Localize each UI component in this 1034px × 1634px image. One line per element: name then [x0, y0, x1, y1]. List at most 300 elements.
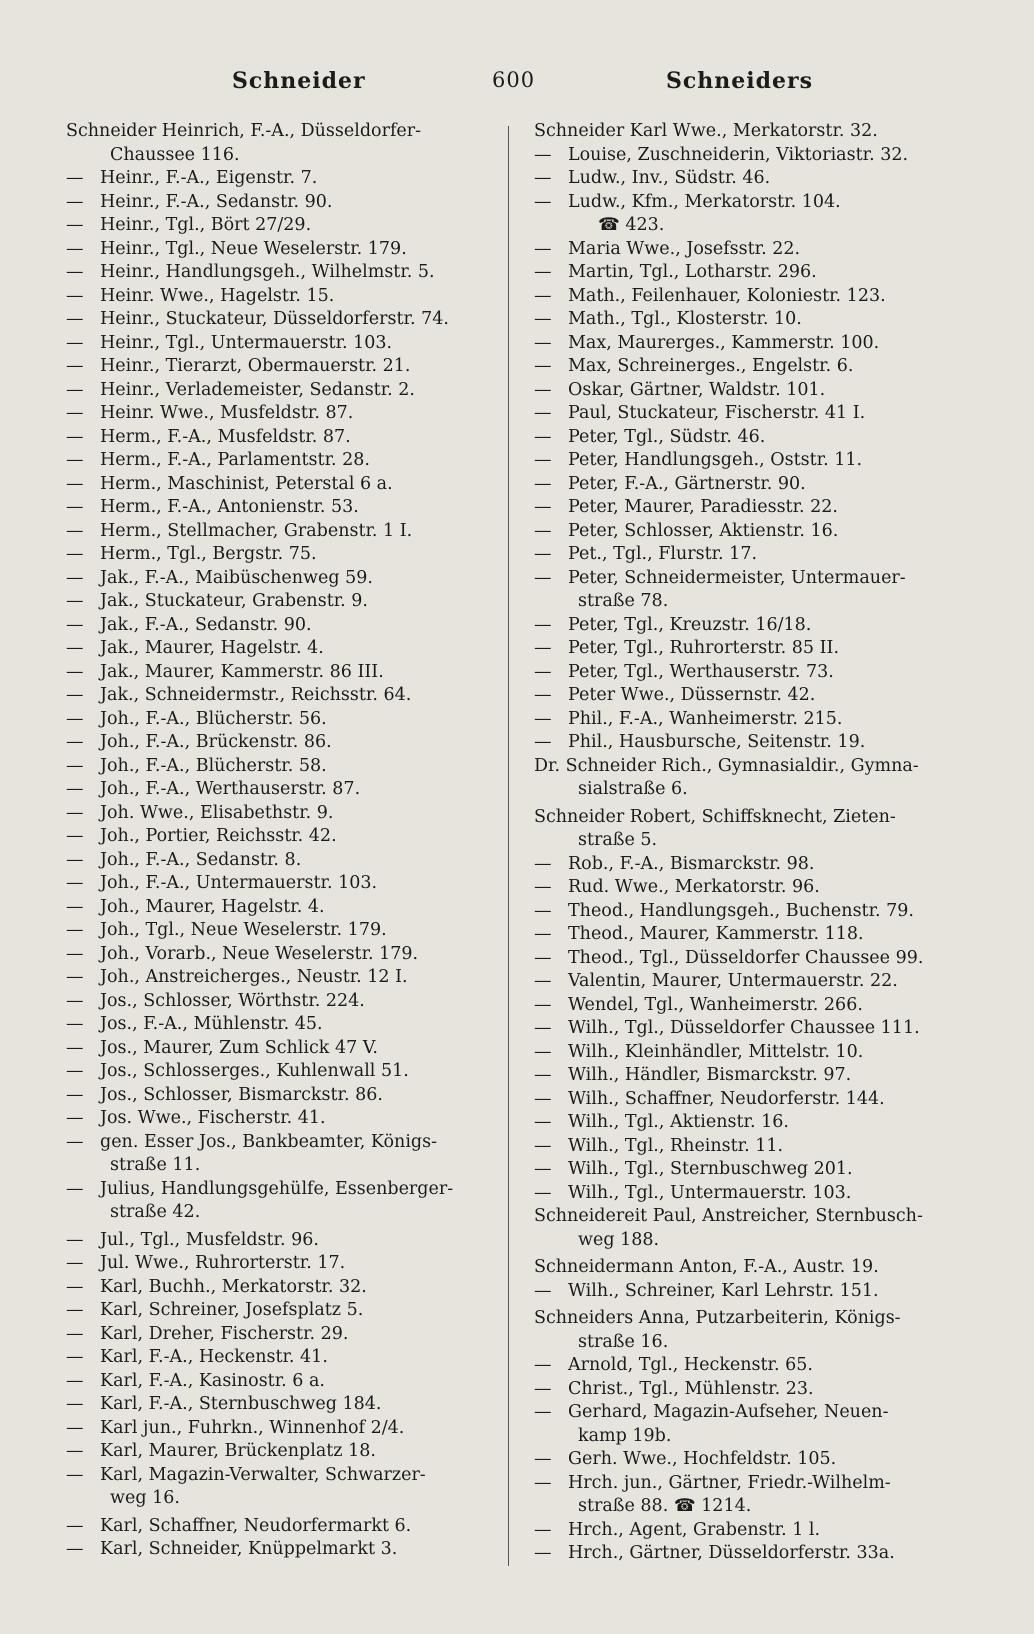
entry-text: Heinr., Handlungsgeh., Wilhelmstr. 5. — [100, 262, 435, 282]
ditto-dash: — — [534, 1402, 552, 1422]
entry-text: Martin, Tgl., Lotharstr. 296. — [568, 262, 817, 282]
entry-text: Oskar, Gärtner, Waldstr. 101. — [568, 379, 826, 400]
directory-entry — [534, 520, 989, 544]
directory-entry — [534, 1088, 989, 1112]
ditto-dash: — — [66, 591, 84, 611]
directory-entry — [66, 1393, 521, 1417]
entry-text: gen. Esser Jos., Bankbeamter, Königs- — [100, 1131, 438, 1152]
ditto-dash: — — [66, 473, 84, 494]
directory-entry — [534, 614, 989, 638]
entry-continuation: straße 88. ☎ 1214. — [578, 1496, 752, 1516]
entry-text: Peter, Tgl., Südstr. 46. — [568, 426, 766, 447]
entry-text: Wilh., Tgl., Sternbuschweg 201. — [568, 1159, 853, 1179]
directory-entry — [534, 1448, 989, 1472]
directory-entry — [66, 355, 521, 379]
entry-text: Karl, F.-A., Kasinostr. 6 a. — [100, 1370, 325, 1391]
ditto-dash: — — [534, 238, 552, 259]
ditto-dash: — — [534, 994, 552, 1015]
ditto-dash: — — [66, 1394, 84, 1414]
entry-continuation: straße 78. — [578, 591, 669, 611]
directory-entry — [534, 1280, 989, 1304]
entry-text: Jul., Tgl., Musfeldstr. 96. — [100, 1229, 319, 1250]
directory-entry — [534, 496, 989, 520]
directory-entry — [534, 1205, 989, 1252]
entry-text: Arnold, Tgl., Heckenstr. 65. — [568, 1355, 813, 1375]
entry-text: Jak., Maurer, Hagelstr. 4. — [100, 638, 324, 658]
entry-text: Karl, Magazin-Verwalter, Schwarzer- — [100, 1464, 426, 1485]
entry-text: Joh., F.-A., Brückenstr. 86. — [100, 732, 332, 752]
directory-entry — [534, 543, 989, 567]
entry-text: Joh., F.-A., Untermauerstr. 103. — [100, 873, 378, 893]
ditto-dash: — — [66, 943, 84, 964]
directory-entry — [66, 637, 521, 661]
entry-text: Heinr., Verlademeister, Sedanstr. 2. — [100, 379, 415, 400]
ditto-dash: — — [66, 732, 84, 752]
entry-text: Max, Schreinerges., Engelstr. 6. — [568, 356, 854, 376]
ditto-dash: — — [534, 614, 552, 635]
directory-entry — [66, 1252, 521, 1276]
directory-entry — [534, 731, 989, 755]
entry-text: Paul, Stuckateur, Fischerstr. 41 I. — [568, 403, 866, 423]
ditto-dash: — — [534, 708, 552, 729]
ditto-dash: — — [534, 1280, 552, 1301]
ditto-dash: — — [534, 473, 552, 494]
ditto-dash: — — [66, 1108, 84, 1128]
ditto-dash: — — [66, 1515, 84, 1536]
directory-entry — [66, 943, 521, 967]
ditto-dash: — — [534, 1135, 552, 1156]
ditto-dash: — — [66, 1037, 84, 1058]
entry-text: Heinr., Tgl., Untermauerstr. 103. — [100, 332, 393, 353]
directory-entry — [534, 1307, 989, 1354]
column-divider — [508, 126, 509, 1566]
directory-entry — [534, 426, 989, 450]
ditto-dash: — — [66, 1276, 84, 1297]
directory-entry — [534, 355, 989, 379]
directory-entry — [534, 285, 989, 309]
ditto-dash: — — [534, 1159, 552, 1179]
entry-text: Schneider Karl Wwe., Merkatorstr. 32. — [534, 121, 878, 141]
ditto-dash: — — [66, 1178, 84, 1199]
directory-entry — [534, 379, 989, 403]
directory-entry — [534, 661, 989, 685]
ditto-dash: — — [66, 1370, 84, 1391]
ditto-dash: — — [534, 947, 552, 968]
left-column — [66, 120, 521, 1562]
entry-text: Wilh., Tgl., Untermauerstr. 103. — [568, 1182, 852, 1203]
ditto-dash: — — [534, 497, 552, 517]
directory-entry — [66, 1464, 521, 1511]
ditto-dash: — — [534, 1449, 552, 1469]
entry-text: Jos., Maurer, Zum Schlick 47 V. — [100, 1037, 378, 1058]
ditto-dash: — — [534, 1088, 552, 1109]
entry-text: Herm., Tgl., Bergstr. 75. — [100, 544, 317, 564]
entry-continuation: kamp 19b. — [578, 1425, 672, 1446]
directory-entry — [66, 285, 521, 309]
ditto-dash: — — [534, 356, 552, 376]
ditto-dash: — — [534, 191, 552, 212]
directory-entry — [534, 947, 989, 971]
directory-entry — [534, 755, 989, 802]
entry-text: Theod., Handlungsgeh., Buchenstr. 79. — [568, 900, 914, 921]
entry-text: Karl, Maurer, Brückenplatz 18. — [100, 1441, 376, 1461]
directory-entry — [66, 426, 521, 450]
directory-entry — [66, 1013, 521, 1037]
entry-text: Wilh., Tgl., Düsseldorfer Chaussee 111. — [568, 1018, 920, 1038]
entry-text: Heinr., F.-A., Eigenstr. 7. — [100, 168, 318, 188]
directory-entry — [534, 876, 989, 900]
entry-text: Karl jun., Fuhrkn., Winnenhof 2/4. — [100, 1417, 405, 1438]
directory-entry — [534, 1401, 989, 1448]
entry-text: Peter, Tgl., Werthauserstr. 73. — [568, 661, 834, 682]
directory-entry — [534, 191, 989, 215]
directory-entry — [534, 1182, 989, 1206]
directory-entry — [534, 900, 989, 924]
entry-text: Wilh., Händler, Bismarckstr. 97. — [568, 1065, 852, 1085]
entry-text: Jos., F.-A., Mühlenstr. 45. — [100, 1014, 323, 1034]
directory-entry — [66, 402, 521, 426]
directory-entry — [534, 238, 989, 262]
entry-text: Joh., Vorarb., Neue Weselerstr. 179. — [100, 943, 419, 964]
directory-entry — [534, 261, 989, 285]
entry-continuation: straße 5. — [578, 830, 658, 850]
entry-text: Joh., Maurer, Hagelstr. 4. — [100, 896, 325, 917]
ditto-dash: — — [534, 262, 552, 282]
entry-continuation: sialstraße 6. — [578, 779, 688, 799]
entry-text: Peter, Tgl., Kreuzstr. 16/18. — [568, 614, 812, 635]
directory-entry — [534, 402, 989, 426]
entry-continuation: straße 11. — [110, 1155, 201, 1175]
ditto-dash: — — [66, 1539, 84, 1559]
directory-entry — [66, 1440, 521, 1464]
ditto-dash: — — [534, 1519, 552, 1540]
entry-text: Max, Maurerges., Kammerstr. 100. — [568, 332, 880, 353]
directory-entry — [66, 614, 521, 638]
entry-text: Herm., Maschinist, Peterstal 6 a. — [100, 473, 393, 494]
ditto-dash: — — [534, 144, 552, 165]
ditto-dash: — — [66, 873, 84, 893]
entry-text: Schneidereit Paul, Anstreicher, Sternbusch- — [534, 1206, 923, 1226]
directory-entry — [534, 1256, 989, 1280]
ditto-dash: — — [66, 1084, 84, 1105]
ditto-dash: — — [534, 853, 552, 874]
entry-text: Maria Wwe., Josefsstr. 22. — [568, 238, 801, 259]
entry-continuation: weg 188. — [578, 1229, 660, 1250]
directory-entry — [534, 970, 989, 994]
entry-text: Karl, Schneider, Knüppelmarkt 3. — [100, 1539, 398, 1559]
entry-text: Karl, F.-A., Sternbuschweg 184. — [100, 1394, 382, 1414]
directory-entry — [66, 1107, 521, 1131]
entry-text: Jak., F.-A., Sedanstr. 90. — [100, 614, 312, 635]
entry-continuation: Chaussee 116. — [110, 144, 240, 165]
entry-text: Peter, Tgl., Ruhrorterstr. 85 II. — [568, 638, 840, 658]
directory-entry — [534, 1472, 989, 1519]
ditto-dash: — — [66, 215, 84, 235]
entry-continuation: straße 42. — [110, 1202, 201, 1222]
entry-text: Wilh., Tgl., Rheinstr. 11. — [568, 1135, 784, 1156]
ditto-dash: — — [534, 1041, 552, 1062]
entry-text: Jak., Stuckateur, Grabenstr. 9. — [100, 591, 368, 611]
entry-text: Schneider Robert, Schiffsknecht, Zieten- — [534, 806, 896, 827]
entry-text: Phil., Hausbursche, Seitenstr. 19. — [568, 732, 866, 752]
directory-entry — [66, 802, 521, 826]
entry-text: Herm., F.-A., Musfeldstr. 87. — [100, 426, 351, 447]
ditto-dash: — — [534, 971, 552, 991]
directory-entry — [66, 473, 521, 497]
ditto-dash: — — [66, 1253, 84, 1273]
entry-text: Gerh. Wwe., Hochfeldstr. 105. — [568, 1449, 837, 1469]
ditto-dash: — — [66, 285, 84, 306]
ditto-dash: — — [534, 379, 552, 400]
ditto-dash: — — [66, 708, 84, 729]
entry-text: Heinr., Tgl., Neue Weselerstr. 179. — [100, 238, 407, 259]
entry-text: Hrch. jun., Gärtner, Friedr.-Wilhelm- — [568, 1472, 891, 1493]
ditto-dash: — — [534, 1182, 552, 1203]
directory-entry — [66, 896, 521, 920]
entry-text: Wilh., Tgl., Aktienstr. 16. — [568, 1112, 789, 1132]
directory-entry — [66, 1178, 521, 1225]
ditto-dash: — — [534, 1018, 552, 1038]
directory-entry — [66, 590, 521, 614]
entry-text: Hrch., Gärtner, Düsseldorferstr. 33a. — [568, 1543, 895, 1563]
ditto-dash: — — [534, 1378, 552, 1399]
entry-text: ☎ 423. — [598, 215, 665, 235]
ditto-dash: — — [66, 1441, 84, 1461]
ditto-dash: — — [534, 924, 552, 944]
directory-entry — [66, 661, 521, 685]
ditto-dash: — — [66, 1323, 84, 1344]
directory-entry — [534, 994, 989, 1018]
ditto-dash: — — [66, 403, 84, 423]
entry-text: Phil., F.-A., Wanheimerstr. 215. — [568, 708, 843, 729]
directory-entry — [534, 473, 989, 497]
directory-entry — [66, 1060, 521, 1084]
entry-text: Joh., F.-A., Sedanstr. 8. — [100, 849, 302, 870]
directory-entry — [534, 708, 989, 732]
ditto-dash: — — [66, 920, 84, 940]
entry-continuation: weg 16. — [110, 1488, 180, 1508]
entry-text: Schneider Heinrich, F.-A., Düsseldorfer- — [66, 121, 422, 141]
entry-text: Heinr., Stuckateur, Düsseldorferstr. 74. — [100, 309, 449, 329]
directory-entry — [66, 1299, 521, 1323]
ditto-dash: — — [534, 661, 552, 682]
ditto-dash: — — [66, 802, 84, 823]
directory-entry — [534, 1017, 989, 1041]
running-head-right: Schneiders — [666, 68, 813, 94]
entry-text: Peter, Schlosser, Aktienstr. 16. — [568, 520, 839, 541]
directory-entry — [66, 1515, 521, 1539]
ditto-dash: — — [66, 685, 84, 705]
entry-text: Karl, F.-A., Heckenstr. 41. — [100, 1347, 328, 1367]
ditto-dash: — — [534, 309, 552, 329]
entry-text: Wilh., Schreiner, Karl Lehrstr. 151. — [568, 1280, 879, 1301]
ditto-dash: — — [534, 450, 552, 470]
directory-entry — [534, 923, 989, 947]
directory-entry — [66, 1370, 521, 1394]
directory-entry — [66, 1037, 521, 1061]
directory-entry — [66, 872, 521, 896]
ditto-dash: — — [66, 1417, 84, 1438]
entry-text: Math., Tgl., Klosterstr. 10. — [568, 309, 802, 329]
ditto-dash: — — [66, 661, 84, 682]
entry-text: Schneiders Anna, Putzarbeiterin, Königs- — [534, 1308, 901, 1328]
directory-entry — [66, 919, 521, 943]
ditto-dash: — — [66, 379, 84, 400]
directory-entry — [534, 1111, 989, 1135]
ditto-dash: — — [534, 520, 552, 541]
directory-entry — [66, 778, 521, 802]
entry-text: Hrch., Agent, Grabenstr. 1 l. — [568, 1519, 821, 1540]
directory-entry — [66, 1229, 521, 1253]
ditto-dash: — — [66, 755, 84, 776]
directory-entry — [66, 1131, 521, 1178]
entry-text: Julius, Handlungsgehülfe, Essenberger- — [100, 1178, 454, 1199]
directory-entry — [66, 496, 521, 520]
entry-text: Heinr., F.-A., Sedanstr. 90. — [100, 191, 333, 212]
ditto-dash: — — [66, 967, 84, 987]
directory-entry — [534, 1135, 989, 1159]
directory-entry — [66, 1276, 521, 1300]
ditto-dash: — — [66, 168, 84, 188]
entry-text: Schneidermann Anton, F.-A., Austr. 19. — [534, 1257, 879, 1277]
directory-entry — [534, 1378, 989, 1402]
ditto-dash: — — [66, 1061, 84, 1081]
running-head-left: Schneider — [232, 68, 366, 94]
directory-entry — [66, 731, 521, 755]
entry-text: Joh., F.-A., Blücherstr. 58. — [100, 755, 327, 776]
entry-text: Gerhard, Magazin-Aufseher, Neuen- — [568, 1402, 889, 1422]
ditto-dash: — — [534, 1065, 552, 1085]
ditto-dash: — — [66, 1347, 84, 1367]
ditto-dash: — — [66, 262, 84, 282]
entry-text: Dr. Schneider Rich., Gymnasialdir., Gymna- — [534, 755, 919, 776]
directory-entry — [534, 637, 989, 661]
directory-entry — [66, 308, 521, 332]
entry-text: Karl, Schreiner, Josefsplatz 5. — [100, 1300, 364, 1320]
entry-text: Heinr. Wwe., Hagelstr. 15. — [100, 285, 335, 306]
directory-entry — [534, 853, 989, 877]
entry-text: Math., Feilenhauer, Koloniestr. 123. — [568, 285, 886, 306]
ditto-dash: — — [66, 567, 84, 588]
ditto-dash: — — [534, 685, 552, 705]
ditto-dash: — — [66, 450, 84, 470]
entry-text: Heinr. Wwe., Musfeldstr. 87. — [100, 403, 354, 423]
entry-text: Karl, Schaffner, Neudorfermarkt 6. — [100, 1515, 412, 1536]
directory-entry — [534, 1519, 989, 1543]
directory-entry — [534, 167, 989, 191]
ditto-dash: — — [66, 1131, 84, 1152]
directory-entry — [66, 708, 521, 732]
ditto-dash: — — [66, 826, 84, 846]
ditto-dash: — — [66, 896, 84, 917]
ditto-dash: — — [66, 614, 84, 635]
directory-entry — [66, 120, 521, 167]
entry-text: Christ., Tgl., Mühlenstr. 23. — [568, 1378, 814, 1399]
ditto-dash: — — [66, 1229, 84, 1250]
ditto-dash: — — [534, 1355, 552, 1375]
entry-text: Jos., Schlosserges., Kuhlenwall 51. — [100, 1061, 409, 1081]
entry-text: Theod., Maurer, Kammerstr. 118. — [568, 924, 864, 944]
ditto-dash: — — [66, 1014, 84, 1034]
directory-entry — [66, 520, 521, 544]
ditto-dash: — — [66, 544, 84, 564]
directory-entry — [66, 238, 521, 262]
entry-text: Wilh., Schaffner, Neudorferstr. 144. — [568, 1088, 885, 1109]
directory-entry — [66, 1346, 521, 1370]
directory-entry — [66, 1417, 521, 1441]
entry-text: Peter Wwe., Düssernstr. 42. — [568, 685, 816, 705]
entry-text: Jak., Maurer, Kammerstr. 86 III. — [100, 661, 384, 682]
ditto-dash: — — [534, 900, 552, 921]
directory-entry — [66, 849, 521, 873]
directory-entry — [66, 990, 521, 1014]
ditto-dash: — — [66, 191, 84, 212]
entry-text: Peter, Maurer, Paradiesstr. 22. — [568, 497, 838, 517]
ditto-dash: — — [66, 520, 84, 541]
ditto-dash: — — [534, 877, 552, 897]
ditto-dash: — — [534, 638, 552, 658]
directory-entry — [534, 1354, 989, 1378]
entry-text: Jak., Schneidermstr., Reichsstr. 64. — [100, 685, 412, 705]
entry-text: Peter, Schneidermeister, Untermauer- — [568, 567, 906, 588]
entry-text: Jos., Schlosser, Bismarckstr. 86. — [100, 1084, 383, 1105]
directory-entry — [66, 755, 521, 779]
directory-entry — [66, 567, 521, 591]
entry-text: Heinr., Tgl., Bört 27/29. — [100, 215, 312, 235]
entry-text: Joh., F.-A., Blücherstr. 56. — [100, 708, 327, 729]
directory-entry — [66, 261, 521, 285]
directory-entry — [534, 144, 989, 168]
directory-entry — [66, 966, 521, 990]
entry-text: Jos. Wwe., Fischerstr. 41. — [100, 1108, 326, 1128]
ditto-dash: — — [534, 403, 552, 423]
directory-entry — [534, 1542, 989, 1566]
entry-text: Jak., F.-A., Maibüschenweg 59. — [100, 567, 373, 588]
directory-entry — [66, 191, 521, 215]
ditto-dash: — — [534, 1472, 552, 1493]
ditto-dash: — — [66, 849, 84, 870]
entry-text: Jos., Schlosser, Wörthstr. 224. — [100, 990, 365, 1011]
entry-text: Peter, F.-A., Gärtnerstr. 90. — [568, 473, 806, 494]
entry-text: Wilh., Kleinhändler, Mittelstr. 10. — [568, 1041, 864, 1062]
entry-text: Joh., Anstreicherges., Neustr. 12 I. — [100, 967, 408, 987]
ditto-dash: — — [66, 332, 84, 353]
ditto-dash: — — [534, 732, 552, 752]
right-column — [534, 120, 989, 1566]
entry-continuation: straße 16. — [578, 1331, 669, 1352]
directory-entry — [66, 214, 521, 238]
entry-text: Valentin, Maurer, Untermauerstr. 22. — [568, 971, 898, 991]
entry-text: Herm., F.-A., Parlamentstr. 28. — [100, 450, 370, 470]
directory-entry — [534, 806, 989, 853]
directory-entry — [66, 332, 521, 356]
ditto-dash: — — [66, 990, 84, 1011]
ditto-dash: — — [534, 1543, 552, 1563]
ditto-dash: — — [66, 238, 84, 259]
entry-text: Herm., Stellmacher, Grabenstr. 1 I. — [100, 520, 413, 541]
directory-entry — [66, 543, 521, 567]
ditto-dash: — — [534, 285, 552, 306]
entry-text: Theod., Tgl., Düsseldorfer Chaussee 99. — [568, 947, 924, 968]
entry-text: Herm., F.-A., Antonienstr. 53. — [100, 497, 359, 517]
directory-entry — [534, 449, 989, 473]
directory-entry — [534, 684, 989, 708]
entry-text: Jul. Wwe., Ruhrorterstr. 17. — [100, 1253, 346, 1273]
ditto-dash: — — [66, 309, 84, 329]
directory-entry — [534, 1064, 989, 1088]
ditto-dash: — — [66, 426, 84, 447]
entry-text: Rob., F.-A., Bismarckstr. 98. — [568, 853, 815, 874]
